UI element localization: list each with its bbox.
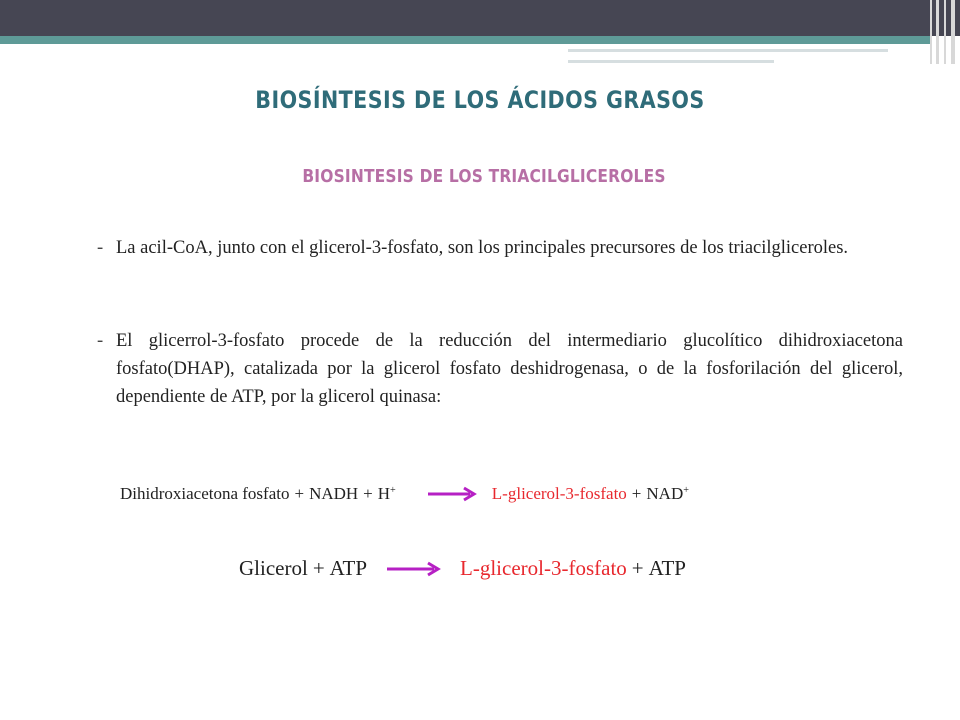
reactant: Dihidroxiacetona fosfato xyxy=(120,484,290,503)
right-decoration xyxy=(924,0,960,64)
reactant: Glicerol xyxy=(239,556,308,580)
slide-title: BIOSÍNTESIS DE LOS ÁCIDOS GRASOS xyxy=(255,86,705,114)
plus-sign: + xyxy=(363,484,373,503)
reaction-arrow-icon xyxy=(428,486,478,502)
reactant: NADH xyxy=(309,484,359,503)
bullet-text: El glicerrol-3-fosfato procede de la reducción del intermediario glucolítico dihidroxiacetona fosfato(DHAP), catalizada por la glicerol fosfato deshidrogenasa, o de la fosforilación del glicerol, dependiente de ATP, por la glicerol quinasa: xyxy=(116,331,903,407)
equation-glicerol xyxy=(239,556,686,581)
teal-band xyxy=(0,36,930,44)
plus-sign: + xyxy=(631,484,642,503)
slide-subtitle: BIOSINTESIS DE LOS TRIACILGLICEROLES xyxy=(302,166,666,187)
reactant: H+ xyxy=(377,484,396,503)
decorative-line xyxy=(568,49,888,52)
bullet-item xyxy=(97,327,903,411)
plus-sign: + xyxy=(312,556,325,580)
product: L-glicerol-3-fosfato xyxy=(460,556,627,580)
equation-dhap xyxy=(120,484,689,504)
product: ATP xyxy=(648,556,686,580)
product: NAD+ xyxy=(646,484,689,503)
bullet-text: La acil-CoA, junto con el glicerol-3-fosfato, son los principales precursores de los triacilgliceroles. xyxy=(116,238,849,258)
decorative-line xyxy=(568,60,774,63)
reaction-arrow-icon xyxy=(387,561,442,577)
reactant: ATP xyxy=(329,556,368,580)
top-bar xyxy=(0,0,960,36)
bullet-item xyxy=(97,234,903,262)
bullet-dash: - xyxy=(97,238,104,258)
bullet-dash: - xyxy=(97,331,104,351)
product: L-glicerol-3-fosfato xyxy=(491,484,627,503)
plus-sign: + xyxy=(631,556,644,580)
plus-sign: + xyxy=(294,484,305,503)
